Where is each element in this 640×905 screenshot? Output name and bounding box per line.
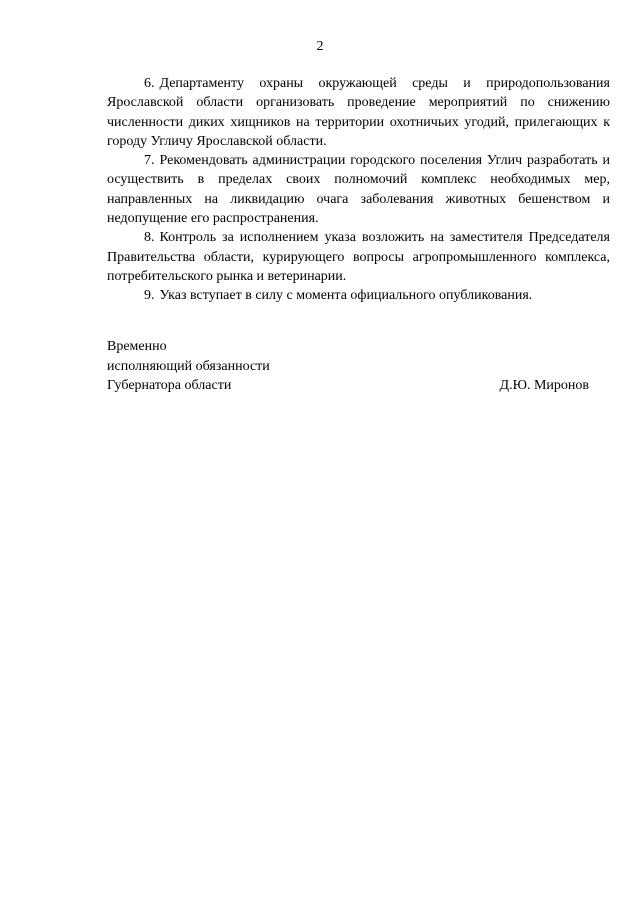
paragraph-text: Департаменту охраны окружающей среды и природопользования Ярославской области организовать проведение мероприятий по снижению численности диких хищников на территории охотничьих угодий, прилегающих к городу Угличу Ярославской области. — [107, 76, 610, 149]
paragraph-text: Указ вступает в силу с момента официального опубликования. — [159, 288, 533, 304]
signatory-title-line-1: Временно — [107, 339, 167, 354]
paragraph-7 — [107, 151, 610, 228]
signatory-name: Д.Ю. Миронов — [499, 378, 589, 393]
signatory-title-line-3: Губернатора области — [107, 378, 232, 393]
paragraph-text: Рекомендовать администрации городского поселения Углич разработать и осуществить в пределах своих полномочий комплекс необходимых мер, направленных на ликвидацию очага заболевания животных бешенством и недопущение его распространения. — [107, 153, 610, 227]
decree-body — [107, 74, 610, 306]
paragraph-number: 9. — [144, 288, 155, 304]
paragraph-number: 6. — [144, 76, 155, 91]
paragraph-text: Контроль за исполнением указа возложить на заместителя Председателя Правительства области, курирующего вопросы агропромышленного комплекса, потребительского рынка и ветеринарии. — [107, 230, 610, 284]
paragraph-number: 7. — [144, 153, 155, 169]
page-number: 2 — [316, 39, 324, 54]
paragraph-number: 8. — [144, 230, 155, 246]
paragraph-9 — [107, 286, 610, 305]
signature-block — [107, 337, 610, 396]
signatory-title-line-2: исполняющий обязанности — [107, 358, 270, 374]
paragraph-6 — [107, 74, 610, 151]
paragraph-8 — [107, 228, 610, 286]
signatory-row — [107, 376, 589, 396]
